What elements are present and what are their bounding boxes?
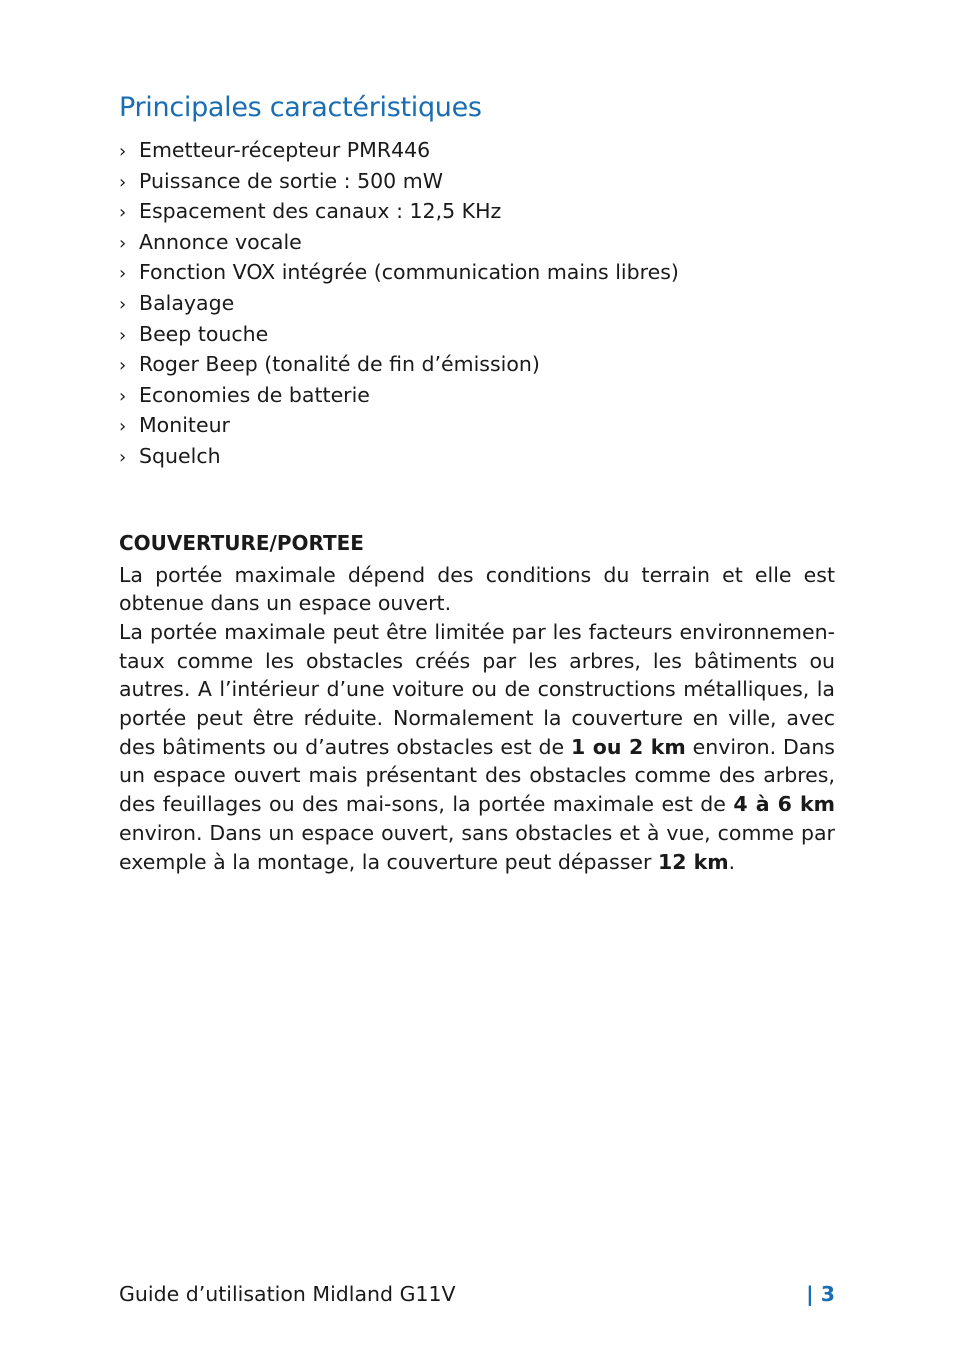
coverage-heading: COUVERTURE/PORTEE [119, 530, 364, 555]
chevron-right-icon: › [119, 202, 127, 224]
list-item: › Annonce vocale [119, 228, 835, 259]
range-open-value: 12 km [657, 849, 729, 874]
chevron-right-icon: › [119, 171, 127, 193]
range-city-value: 1 ou 2 km [571, 734, 686, 759]
list-item: › Moniteur [119, 411, 835, 442]
list-item: › Emetteur-récepteur PMR446 [119, 136, 835, 167]
coverage-paragraph-2: La portée maximale peut être limitée par les facteurs environnemen-taux comme les obstacles créés par les arbres, les bâtiments ou autres. A l’intérieur d’une voiture ou de constructions métalliques, la portée peut être réduite. Normalement la couverture en ville, avec des bâtiments ou d’autres obstacles est de 1 ou 2 km environ. Dans un espace ouvert mais présentant des obstacles comme des arbres, des feuillages ou des mai-sons, la portée maximale est de 4 à 6 km environ. Dans un espace ouvert, sans obstacles et à vue, comme par exemple à la montage, la couverture peut dépasser 12 km. [119, 619, 835, 874]
list-item: › Fonction VOX intégrée (communication mains libres) [119, 258, 835, 289]
list-item: › Squelch [119, 442, 835, 473]
footer-guide-title: Guide d’utilisation Midland G11V [119, 1282, 456, 1306]
page-title: Principales caractéristiques [119, 92, 482, 123]
list-item: › Roger Beep (tonalité de fin d’émission) [119, 350, 835, 381]
chevron-right-icon: › [119, 324, 127, 346]
chevron-right-icon: › [119, 355, 127, 377]
page-number: | 3 [806, 1282, 835, 1306]
list-item: › Balayage [119, 289, 835, 320]
list-item: › Espacement des canaux : 12,5 KHz [119, 197, 835, 228]
list-item: › Beep touche [119, 320, 835, 351]
chevron-right-icon: › [119, 263, 127, 285]
chevron-right-icon: › [119, 385, 127, 407]
range-obstacles-value: 4 à 6 km [733, 792, 835, 817]
chevron-right-icon: › [119, 232, 127, 254]
chevron-right-icon: › [119, 293, 127, 315]
page-content [119, 88, 835, 876]
list-item: › Economies de batterie [119, 381, 835, 412]
chevron-right-icon: › [119, 141, 127, 162]
chevron-right-icon: › [119, 416, 127, 438]
features-list [119, 136, 835, 473]
list-item: › Puissance de sortie : 500 mW [119, 167, 835, 198]
coverage-paragraph-1: La portée maximale dépend des conditions du terrain et elle est obtenue dans un espace ouvert. [119, 562, 835, 616]
page-footer [119, 1282, 835, 1314]
chevron-right-icon: › [119, 446, 127, 468]
